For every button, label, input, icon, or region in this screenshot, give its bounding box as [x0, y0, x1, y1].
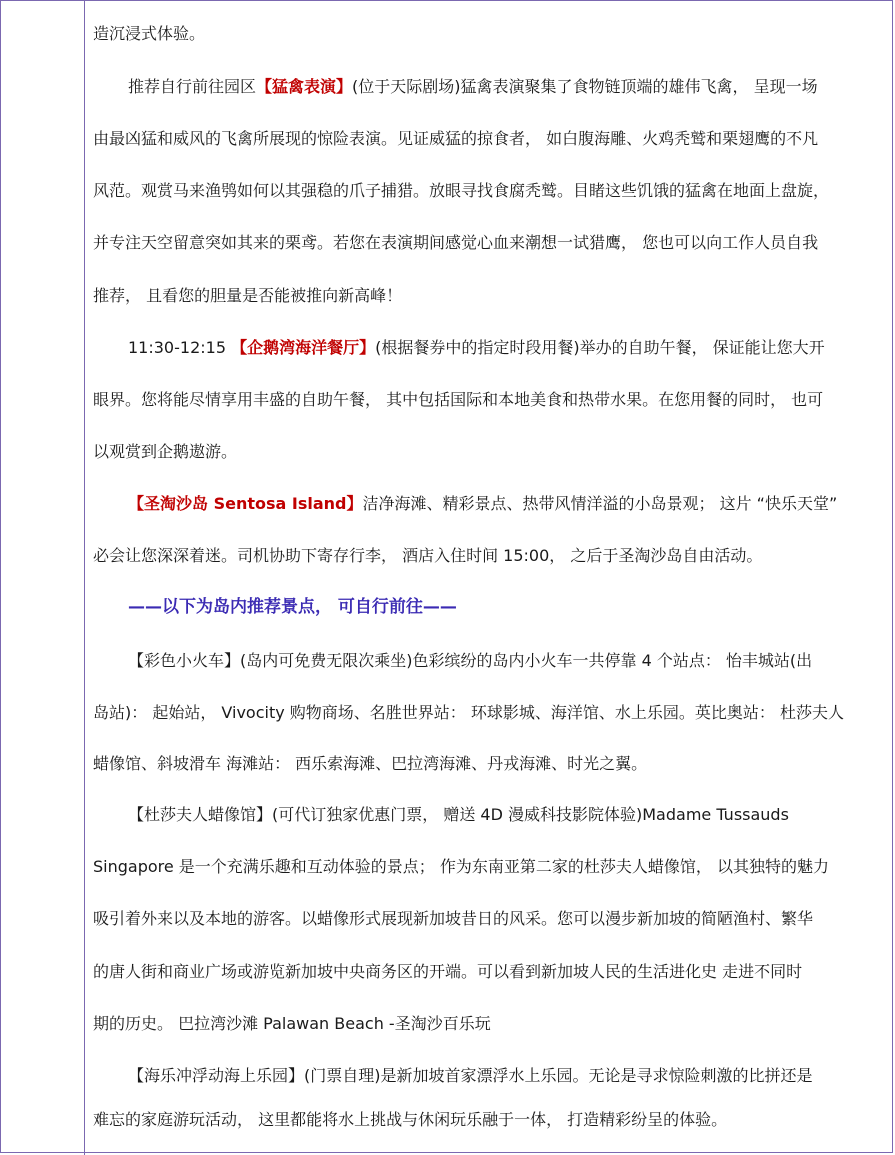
text-run: (根据餐券中的指定时段用餐)举办的自助午餐， 保证能让您大开: [375, 338, 825, 357]
text-line: [128, 76, 818, 98]
text-run: (位于天际剧场)猛禽表演聚集了食物链顶端的雄伟飞禽， 呈现一场: [352, 77, 818, 96]
highlight-sentosa: 【圣淘沙岛 Sentosa Island】: [128, 494, 363, 513]
section-heading: ——以下为岛内推荐景点， 可自行前往——: [128, 597, 457, 617]
text-line: [128, 493, 837, 515]
text-line: 的唐人街和商业广场或游览新加坡中央商务区的开端。可以看到新加坡人民的生活进化史 走进不同时: [93, 962, 803, 981]
text-line: 风范。观赏马来渔鸮如何以其强稳的爪子捕猎。放眼寻找食腐秃鹫。目睹这些饥饿的猛禽在地面上盘旋，: [93, 181, 830, 200]
text-line: 【彩色小火车】(岛内可免费无限次乘坐)色彩缤纷的岛内小火车一共停靠 4 个站点： 怡丰城站(出: [128, 651, 813, 670]
text-line: 以观赏到企鹅遨游。: [93, 442, 238, 461]
highlight-penguin-restaurant: 【企鹅湾海洋餐厅】: [231, 338, 376, 357]
text-line: 岛站)： 起始站， Vivocity 购物商场、名胜世界站： 环球影城、海洋馆、水上乐园。英比奥站： 杜莎夫人: [93, 703, 844, 722]
text-line: 推荐， 且看您的胆量是否能被推向新高峰！: [93, 286, 403, 305]
text-line: 由最凶猛和威风的飞禽所展现的惊险表演。见证威猛的掠食者， 如白腹海雕、火鸡秃鹫和栗翅鹰的不凡: [93, 129, 819, 148]
text-line: 吸引着外来以及本地的游客。以蜡像形式展现新加坡昔日的风采。您可以漫步新加坡的简陋渔村、繁华: [93, 909, 814, 928]
text-line: 造沉浸式体验。: [93, 24, 206, 43]
text-line: 眼界。您将能尽情享用丰盛的自助午餐， 其中包括国际和本地美食和热带水果。在您用餐的同时， 也可: [93, 390, 824, 409]
text-line: 期的历史。 巴拉湾沙滩 Palawan Beach -圣淘沙百乐玩: [93, 1014, 491, 1033]
text-line: 蜡像馆、斜坡滑车 海滩站： 西乐索海滩、巴拉湾海滩、丹戎海滩、时光之翼。: [93, 754, 648, 773]
text-line: [128, 337, 825, 359]
text-run: 洁净海滩、精彩景点、热带风情洋溢的小岛景观； 这片 “快乐天堂”: [362, 494, 838, 513]
text-line: 并专注天空留意突如其来的栗鸢。若您在表演期间感觉心血来潮想一试猎鹰， 您也可以向工作人员自我: [93, 233, 819, 252]
text-line: 难忘的家庭游玩活动， 这里都能将水上挑战与休闲玩乐融于一体， 打造精彩纷呈的体验。: [93, 1110, 728, 1129]
text-line: 必会让您深深着迷。司机协助下寄存行李， 酒店入住时间 15:00， 之后于圣淘沙岛自由活动。: [93, 546, 763, 565]
time-text: 11:30-12:15: [128, 338, 232, 357]
left-column: [0, 0, 85, 1155]
text-line: Singapore 是一个充满乐趣和互动体验的景点； 作为东南亚第二家的杜莎夫人蜡像馆， 以其独特的魅力: [93, 857, 829, 876]
text-run: 推荐自行前往园区: [128, 77, 257, 96]
text-line: 【海乐冲浮动海上乐园】(门票自理)是新加坡首家漂浮水上乐园。无论是寻求惊险刺激的比拼还是: [128, 1066, 813, 1085]
text-line: 【杜莎夫人蜡像馆】(可代订独家优惠门票， 赠送 4D 漫威科技影院体验)Madame Tussauds: [128, 805, 789, 824]
highlight-raptor-show: 【猛禽表演】: [256, 77, 353, 96]
